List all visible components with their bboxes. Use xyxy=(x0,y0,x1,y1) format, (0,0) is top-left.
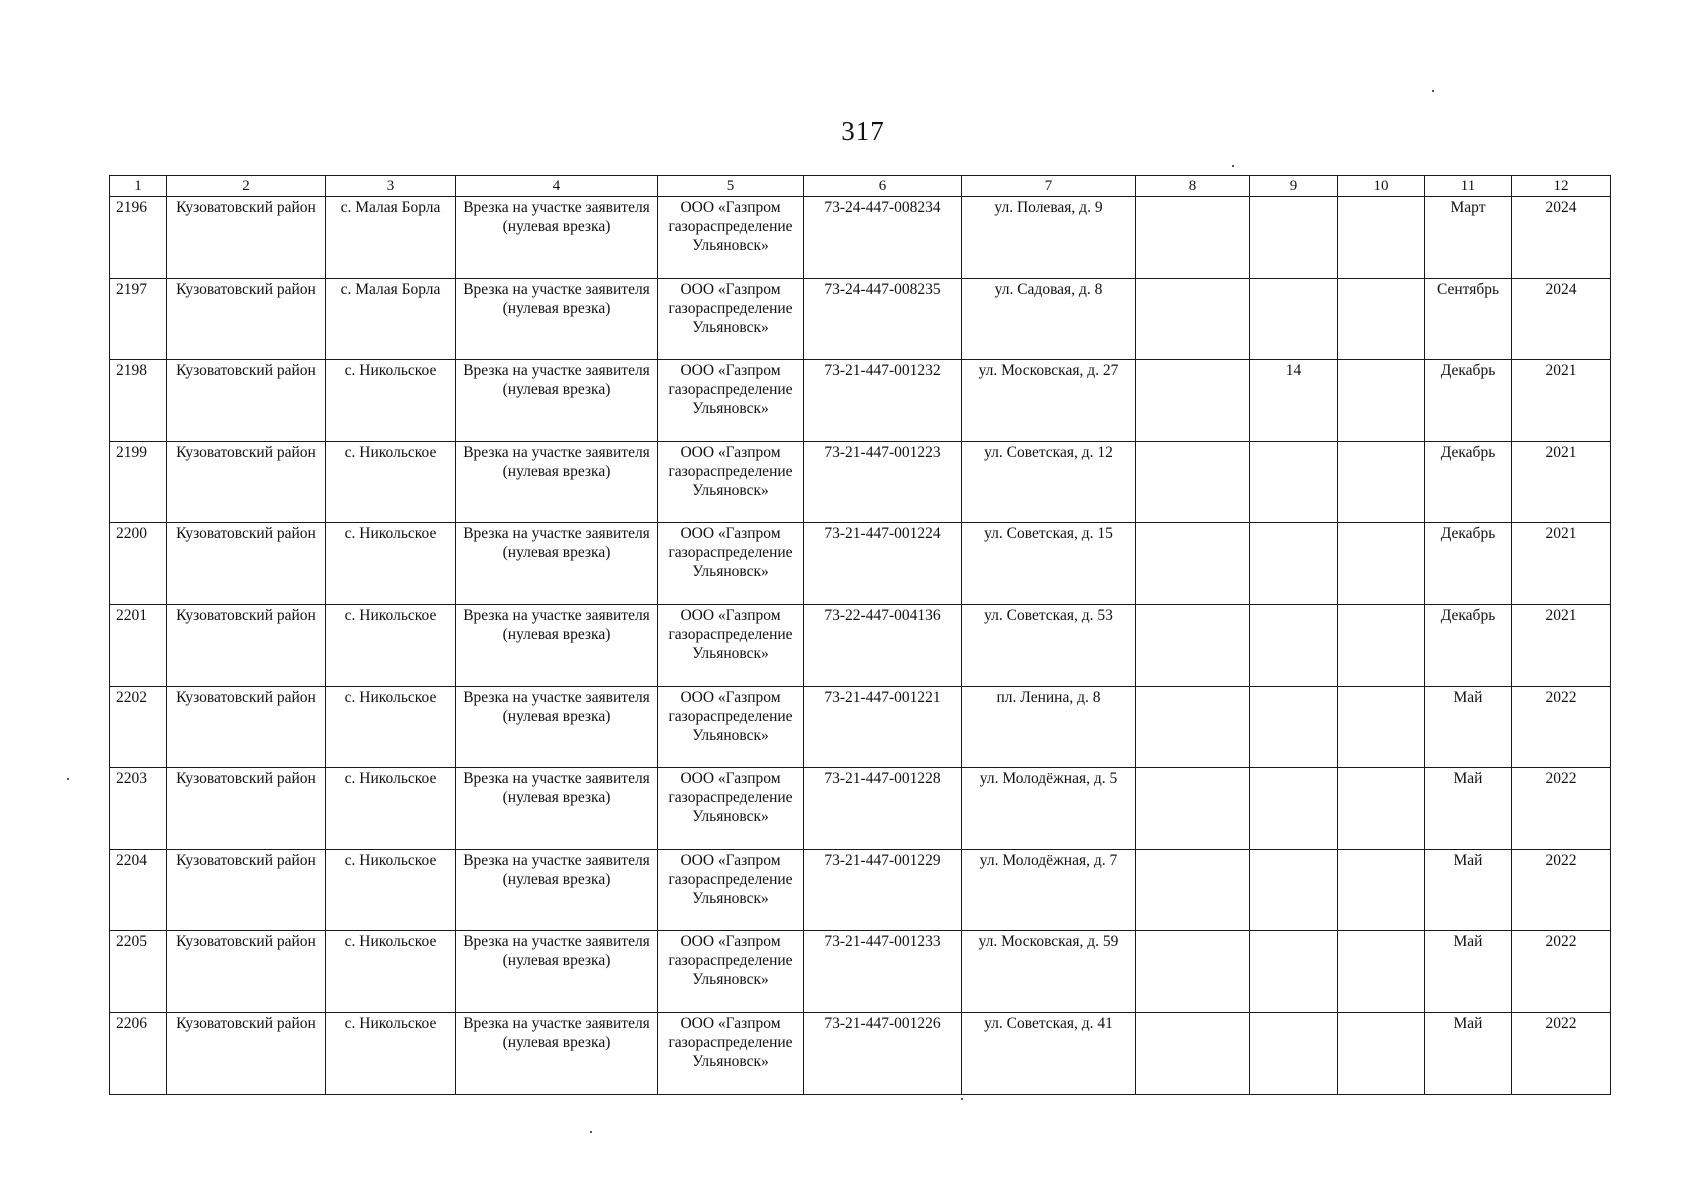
cell-column-8 xyxy=(1136,360,1250,442)
cell-column-8 xyxy=(1136,931,1250,1013)
cell-registry-code: 73-21-447-001223 xyxy=(804,441,962,523)
cell-work-type: Врезка на участке заявителя (нулевая врезка) xyxy=(456,931,658,1013)
gas-connection-table xyxy=(109,175,1611,1095)
cell-column-10 xyxy=(1338,768,1425,850)
cell-organization: ООО «Газпром газораспределение Ульяновск» xyxy=(658,360,804,442)
cell-district: Кузоватовский район xyxy=(167,441,326,523)
cell-organization: ООО «Газпром газораспределение Ульяновск» xyxy=(658,604,804,686)
cell-month: Декабрь xyxy=(1425,360,1512,442)
cell-row-number: 2206 xyxy=(110,1012,167,1094)
cell-work-type: Врезка на участке заявителя (нулевая врезка) xyxy=(456,441,658,523)
scan-speck xyxy=(1432,90,1434,92)
cell-address: ул. Садовая, д. 8 xyxy=(962,278,1136,360)
cell-address: ул. Полевая, д. 9 xyxy=(962,197,1136,279)
cell-column-10 xyxy=(1338,604,1425,686)
cell-registry-code: 73-21-447-001229 xyxy=(804,849,962,931)
cell-work-type: Врезка на участке заявителя (нулевая врезка) xyxy=(456,523,658,605)
cell-month: Май xyxy=(1425,686,1512,768)
cell-address: ул. Московская, д. 27 xyxy=(962,360,1136,442)
column-header: 2 xyxy=(167,176,326,197)
cell-column-10 xyxy=(1338,1012,1425,1094)
table-row xyxy=(110,523,1611,605)
cell-district: Кузоватовский район xyxy=(167,360,326,442)
cell-work-type: Врезка на участке заявителя (нулевая врезка) xyxy=(456,1012,658,1094)
cell-address: ул. Московская, д. 59 xyxy=(962,931,1136,1013)
cell-column-10 xyxy=(1338,360,1425,442)
cell-district: Кузоватовский район xyxy=(167,931,326,1013)
table-row xyxy=(110,1012,1611,1094)
cell-organization: ООО «Газпром газораспределение Ульяновск» xyxy=(658,931,804,1013)
cell-row-number: 2205 xyxy=(110,931,167,1013)
scan-speck xyxy=(590,1131,592,1133)
cell-registry-code: 73-22-447-004136 xyxy=(804,604,962,686)
scan-speck xyxy=(1232,165,1234,167)
cell-row-number: 2204 xyxy=(110,849,167,931)
cell-year: 2024 xyxy=(1512,278,1611,360)
cell-organization: ООО «Газпром газораспределение Ульяновск» xyxy=(658,686,804,768)
column-number-row xyxy=(110,176,1611,197)
cell-row-number: 2199 xyxy=(110,441,167,523)
cell-settlement: с. Никольское xyxy=(326,604,456,686)
cell-month: Май xyxy=(1425,849,1512,931)
cell-address: пл. Ленина, д. 8 xyxy=(962,686,1136,768)
cell-settlement: с. Никольское xyxy=(326,441,456,523)
cell-row-number: 2196 xyxy=(110,197,167,279)
cell-year: 2022 xyxy=(1512,849,1611,931)
table-body xyxy=(110,197,1611,1095)
cell-settlement: с. Малая Борла xyxy=(326,278,456,360)
cell-registry-code: 73-21-447-001226 xyxy=(804,1012,962,1094)
cell-column-9 xyxy=(1250,768,1338,850)
cell-year: 2024 xyxy=(1512,197,1611,279)
cell-work-type: Врезка на участке заявителя (нулевая врезка) xyxy=(456,360,658,442)
column-header: 1 xyxy=(110,176,167,197)
cell-registry-code: 73-24-447-008234 xyxy=(804,197,962,279)
column-header: 11 xyxy=(1425,176,1512,197)
cell-district: Кузоватовский район xyxy=(167,604,326,686)
cell-column-9 xyxy=(1250,1012,1338,1094)
cell-address: ул. Советская, д. 12 xyxy=(962,441,1136,523)
cell-registry-code: 73-21-447-001233 xyxy=(804,931,962,1013)
cell-row-number: 2198 xyxy=(110,360,167,442)
cell-row-number: 2200 xyxy=(110,523,167,605)
cell-column-8 xyxy=(1136,849,1250,931)
cell-registry-code: 73-21-447-001224 xyxy=(804,523,962,605)
cell-column-10 xyxy=(1338,278,1425,360)
cell-work-type: Врезка на участке заявителя (нулевая врезка) xyxy=(456,278,658,360)
cell-work-type: Врезка на участке заявителя (нулевая врезка) xyxy=(456,604,658,686)
cell-settlement: с. Никольское xyxy=(326,768,456,850)
cell-registry-code: 73-24-447-008235 xyxy=(804,278,962,360)
cell-month: Май xyxy=(1425,1012,1512,1094)
table-row xyxy=(110,931,1611,1013)
table-row xyxy=(110,686,1611,768)
cell-settlement: с. Малая Борла xyxy=(326,197,456,279)
cell-organization: ООО «Газпром газораспределение Ульяновск» xyxy=(658,1012,804,1094)
cell-organization: ООО «Газпром газораспределение Ульяновск» xyxy=(658,197,804,279)
cell-column-9 xyxy=(1250,523,1338,605)
cell-settlement: с. Никольское xyxy=(326,686,456,768)
cell-month: Май xyxy=(1425,768,1512,850)
column-header: 5 xyxy=(658,176,804,197)
cell-organization: ООО «Газпром газораспределение Ульяновск» xyxy=(658,278,804,360)
cell-district: Кузоватовский район xyxy=(167,849,326,931)
cell-address: ул. Советская, д. 41 xyxy=(962,1012,1136,1094)
cell-month: Сентябрь xyxy=(1425,278,1512,360)
cell-district: Кузоватовский район xyxy=(167,197,326,279)
cell-column-10 xyxy=(1338,523,1425,605)
cell-column-9 xyxy=(1250,686,1338,768)
cell-column-10 xyxy=(1338,197,1425,279)
cell-year: 2022 xyxy=(1512,686,1611,768)
cell-column-8 xyxy=(1136,686,1250,768)
cell-row-number: 2201 xyxy=(110,604,167,686)
cell-column-8 xyxy=(1136,197,1250,279)
cell-column-9 xyxy=(1250,849,1338,931)
cell-settlement: с. Никольское xyxy=(326,849,456,931)
cell-column-10 xyxy=(1338,686,1425,768)
cell-column-8 xyxy=(1136,768,1250,850)
cell-year: 2021 xyxy=(1512,360,1611,442)
cell-month: Март xyxy=(1425,197,1512,279)
cell-settlement: с. Никольское xyxy=(326,1012,456,1094)
cell-column-8 xyxy=(1136,441,1250,523)
cell-month: Декабрь xyxy=(1425,523,1512,605)
column-header: 9 xyxy=(1250,176,1338,197)
cell-column-9 xyxy=(1250,604,1338,686)
cell-work-type: Врезка на участке заявителя (нулевая врезка) xyxy=(456,197,658,279)
cell-address: ул. Советская, д. 53 xyxy=(962,604,1136,686)
cell-column-8 xyxy=(1136,1012,1250,1094)
table-row xyxy=(110,768,1611,850)
cell-registry-code: 73-21-447-001228 xyxy=(804,768,962,850)
scan-speck xyxy=(961,1098,963,1100)
table-row xyxy=(110,441,1611,523)
cell-organization: ООО «Газпром газораспределение Ульяновск» xyxy=(658,849,804,931)
table-row xyxy=(110,360,1611,442)
cell-district: Кузоватовский район xyxy=(167,523,326,605)
table-row xyxy=(110,197,1611,279)
cell-settlement: с. Никольское xyxy=(326,523,456,605)
cell-year: 2022 xyxy=(1512,1012,1611,1094)
table-row xyxy=(110,278,1611,360)
column-header: 7 xyxy=(962,176,1136,197)
cell-row-number: 2197 xyxy=(110,278,167,360)
column-header: 12 xyxy=(1512,176,1611,197)
cell-work-type: Врезка на участке заявителя (нулевая врезка) xyxy=(456,768,658,850)
cell-work-type: Врезка на участке заявителя (нулевая врезка) xyxy=(456,686,658,768)
page-number: 317 xyxy=(841,116,885,146)
column-header: 8 xyxy=(1136,176,1250,197)
cell-column-9 xyxy=(1250,197,1338,279)
cell-column-9: 14 xyxy=(1250,360,1338,442)
cell-district: Кузоватовский район xyxy=(167,1012,326,1094)
cell-year: 2021 xyxy=(1512,441,1611,523)
cell-column-8 xyxy=(1136,523,1250,605)
cell-column-9 xyxy=(1250,278,1338,360)
cell-column-9 xyxy=(1250,441,1338,523)
cell-registry-code: 73-21-447-001232 xyxy=(804,360,962,442)
cell-district: Кузоватовский район xyxy=(167,768,326,850)
column-header: 6 xyxy=(804,176,962,197)
cell-registry-code: 73-21-447-001221 xyxy=(804,686,962,768)
cell-column-10 xyxy=(1338,441,1425,523)
cell-year: 2022 xyxy=(1512,931,1611,1013)
cell-address: ул. Советская, д. 15 xyxy=(962,523,1136,605)
column-header: 10 xyxy=(1338,176,1425,197)
cell-settlement: с. Никольское xyxy=(326,360,456,442)
column-header: 3 xyxy=(326,176,456,197)
cell-organization: ООО «Газпром газораспределение Ульяновск» xyxy=(658,441,804,523)
cell-district: Кузоватовский район xyxy=(167,686,326,768)
cell-row-number: 2202 xyxy=(110,686,167,768)
cell-column-9 xyxy=(1250,931,1338,1013)
cell-address: ул. Молодёжная, д. 7 xyxy=(962,849,1136,931)
cell-column-10 xyxy=(1338,849,1425,931)
cell-month: Декабрь xyxy=(1425,604,1512,686)
cell-row-number: 2203 xyxy=(110,768,167,850)
table-row xyxy=(110,604,1611,686)
cell-column-8 xyxy=(1136,278,1250,360)
table-row xyxy=(110,849,1611,931)
cell-month: Май xyxy=(1425,931,1512,1013)
cell-organization: ООО «Газпром газораспределение Ульяновск» xyxy=(658,523,804,605)
cell-year: 2022 xyxy=(1512,768,1611,850)
cell-year: 2021 xyxy=(1512,523,1611,605)
cell-work-type: Врезка на участке заявителя (нулевая врезка) xyxy=(456,849,658,931)
cell-month: Декабрь xyxy=(1425,441,1512,523)
cell-year: 2021 xyxy=(1512,604,1611,686)
cell-column-8 xyxy=(1136,604,1250,686)
cell-address: ул. Молодёжная, д. 5 xyxy=(962,768,1136,850)
cell-organization: ООО «Газпром газораспределение Ульяновск» xyxy=(658,768,804,850)
cell-settlement: с. Никольское xyxy=(326,931,456,1013)
scan-speck xyxy=(67,778,69,780)
cell-district: Кузоватовский район xyxy=(167,278,326,360)
column-header: 4 xyxy=(456,176,658,197)
cell-column-10 xyxy=(1338,931,1425,1013)
